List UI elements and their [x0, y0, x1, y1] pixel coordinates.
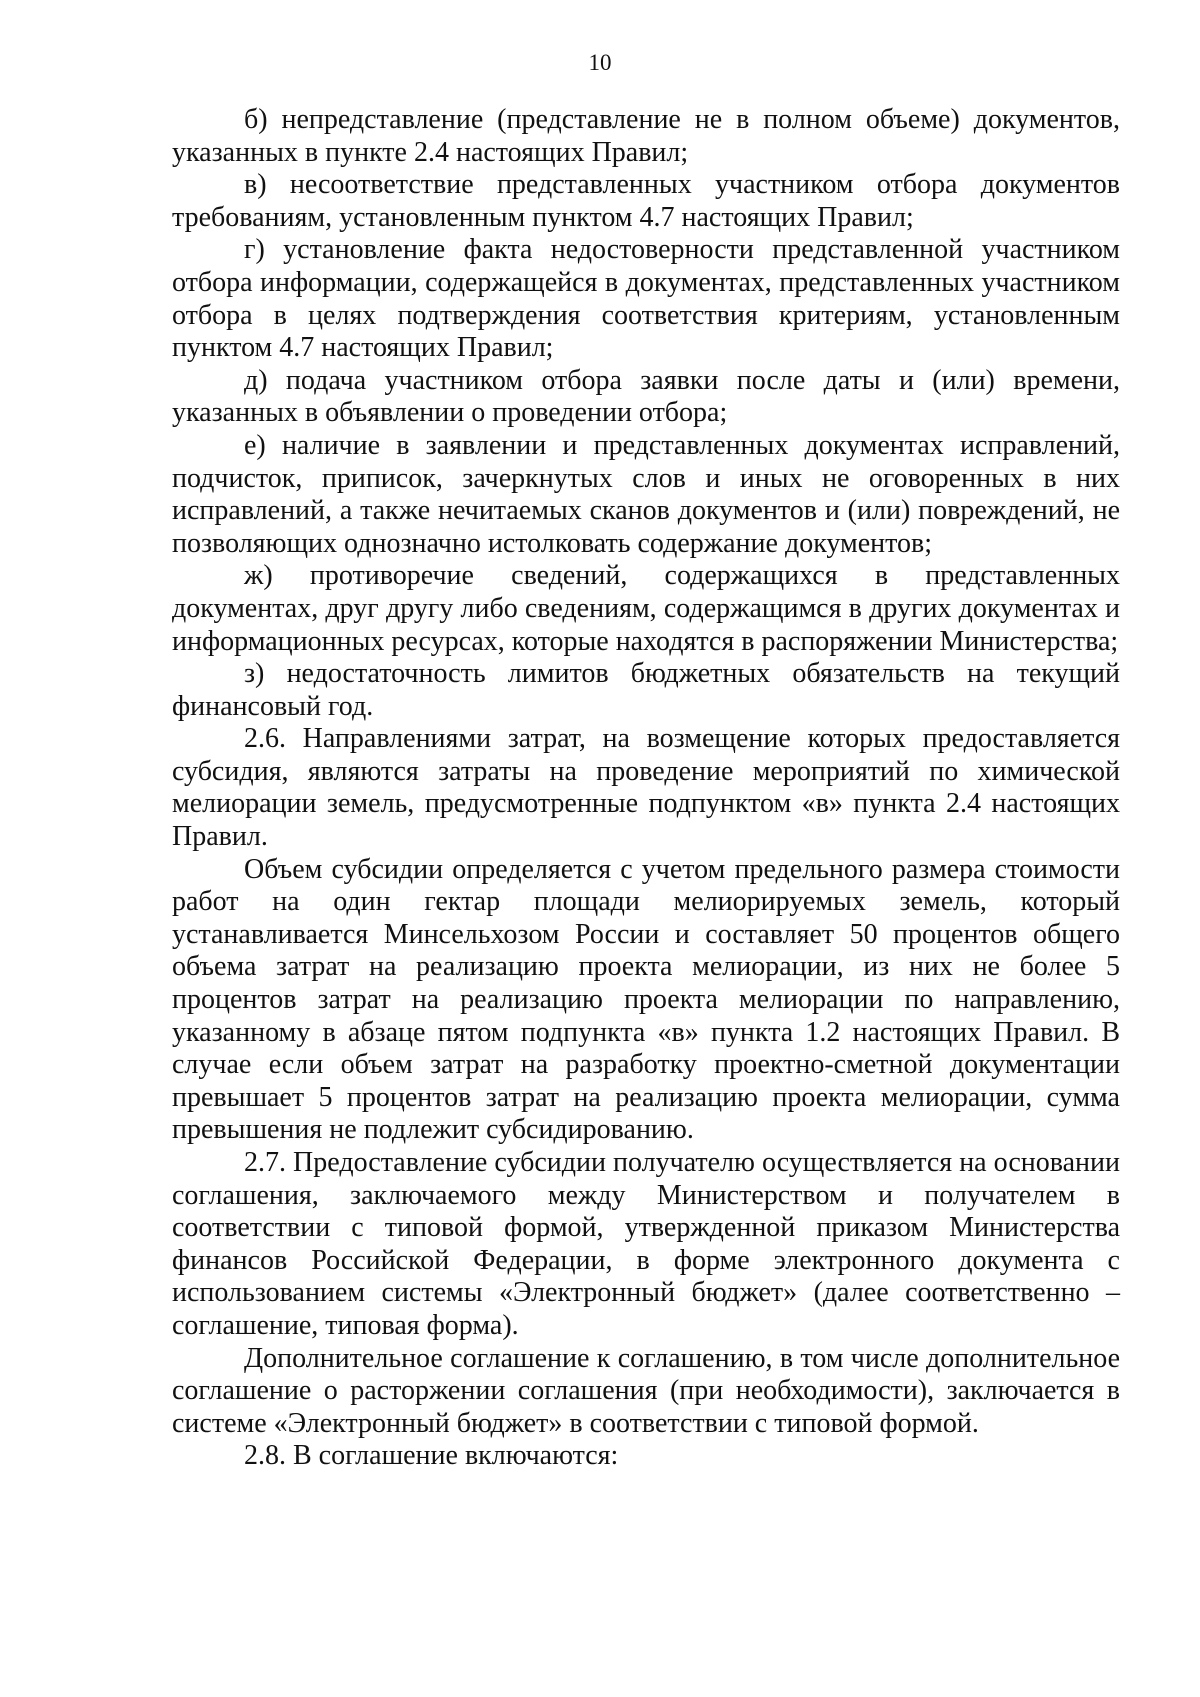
paragraph-e: е) наличие в заявлении и представленных документах исправлений, подчисток, приписок, зачеркнутых слов и иных не оговоренных в них исправлений, а также нечитаемых сканов документов и (или) повреждений, не позволяющих однозначно истолковать содержание документов;	[172, 429, 1120, 559]
document-body	[172, 104, 1120, 1473]
paragraph-2-8: 2.8. В соглашение включаются:	[244, 1440, 619, 1472]
page-number: 10	[588, 50, 612, 75]
paragraph-2-6: 2.6. Направлениями затрат, на возмещение которых предоставляется субсидия, являются затраты на проведение мероприятий по химической мелиорации земель, предусмотренные подпунктом «в» пункта 2.4 настоящих Правил.	[172, 723, 1120, 853]
paragraph-subsidy-volume: Объем субсидии определяется с учетом предельного размера стоимости работ на один гектар площади мелиорируемых земель, который устанавливается Минсельхозом России и составляет 50 процентов общего объема затрат на реализацию проекта мелиорации, из них не более 5 процентов затрат на реализацию проекта мелиорации по направлению, указанному в абзаце пятом подпункта «в» пункта 1.2 настоящих Правил. В случае если объем затрат на разработку проектно-сметной документации превышает 5 процентов затрат на реализацию проекта мелиорации, сумма превышения не подлежит субсидированию.	[172, 853, 1120, 1146]
paragraph-zh: ж) противоречие сведений, содержащихся в представленных документах, друг другу либо сведениям, содержащимся в других документах и информационных ресурсах, которые находятся в распоряжении Министерства;	[172, 560, 1120, 657]
paragraph-additional-agreement: Дополнительное соглашение к соглашению, в том числе дополнительное соглашение о расторжении соглашения (при необходимости), заключается в системе «Электронный бюджет» в соответствии с типовой формой.	[172, 1342, 1120, 1439]
paragraph-d: д) подача участником отбора заявки после даты и (или) времени, указанных в объявлении о проведении отбора;	[172, 364, 1120, 429]
paragraph-2-7: 2.7. Предоставление субсидии получателю осуществляется на основании соглашения, заключаемого между Министерством и получателем в соответствии с типовой формой, утвержденной приказом Министерства финансов Российской Федерации, в форме электронного документа с использованием системы «Электронный бюджет» (далее соответственно – соглашение, типовая форма).	[172, 1147, 1120, 1341]
paragraph-b: б) непредставление (представление не в полном объеме) документов, указанных в пункте 2.4 настоящих Правил;	[172, 104, 1120, 168]
paragraph-v: в) несоответствие представленных участником отбора документов требованиям, установленным пунктом 4.7 настоящих Правил;	[172, 169, 1120, 233]
paragraph-z: з) недостаточность лимитов бюджетных обязательств на текущий финансовый год.	[172, 658, 1120, 722]
paragraph-g: г) установление факта недостоверности представленной участником отбора информации, содержащейся в документах, представленных участником отбора в целях подтверждения соответствия критериям, установленным пунктом 4.7 настоящих Правил;	[172, 234, 1120, 364]
